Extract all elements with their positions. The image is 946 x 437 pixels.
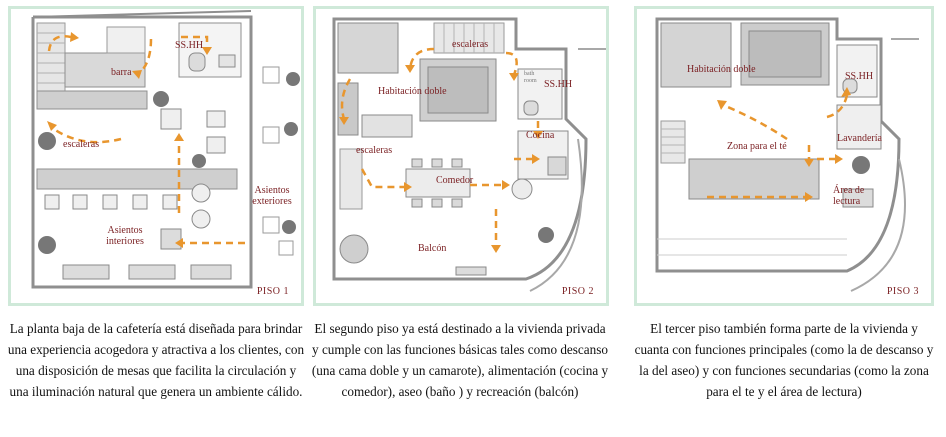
caption-piso-3: El tercer piso también forma parte de la vivienda y cuanta con funciones principales (como la de descanso y la del aseo) y con funciones secundarias (como la zona para el te y el área de lectura) <box>634 321 934 399</box>
floor-number: PISO 1 <box>256 286 289 297</box>
floor-plan-panel-3 <box>634 6 934 306</box>
floor-plan-panel-2 <box>313 6 609 306</box>
barra-label: barra <box>111 67 132 78</box>
escaleras-label: escaleras <box>63 139 100 150</box>
area-lectura-label: Área de lectura <box>833 185 865 207</box>
floor-plan-2-drawing <box>316 9 606 303</box>
bath-room-label: bath room <box>524 71 537 84</box>
habitacion-label: Habitación doble <box>378 86 447 97</box>
sshh-label: SS.HH <box>544 79 573 90</box>
asientos-exteriores-label: Asientos exteriores <box>252 185 292 207</box>
habitacion-label: Habitación doble <box>687 64 756 75</box>
floor-number: PISO 2 <box>561 286 594 297</box>
sshh-label: SS.HH <box>175 40 204 51</box>
balcon-label: Balcón <box>418 243 447 254</box>
floor-plan-3-drawing <box>637 9 931 303</box>
floor-number: PISO 3 <box>886 286 919 297</box>
asientos-interiores-label: Asientos interiores <box>106 225 144 247</box>
escaleras-left-label: escaleras <box>356 145 393 156</box>
caption-piso-1: La planta baja de la cafetería está diseñada para brindar una experiencia acogedora y atractiva a los clientes, con una disposición de mesas que facilita la circulación y una iluminación natural que genera un ambiente cálido. <box>7 321 305 399</box>
caption-piso-2: El segundo piso ya está destinado a la vivienda privada y cumple con las funciones básicas tales como descanso (una cama doble y un camarote), alimentación (cocina y comedor), aseo (baño ) y recreación (balcón) <box>311 321 609 399</box>
lavanderia-label: Lavandería <box>837 133 882 144</box>
floor-plan-1-drawing <box>11 9 301 303</box>
comedor-label: Comedor <box>436 175 474 186</box>
cocina-label: Cocina <box>526 130 555 141</box>
sshh-label: SS.HH <box>845 71 874 82</box>
zona-te-label: Zona para el té <box>727 141 787 152</box>
floor-plan-panel-1 <box>8 6 304 306</box>
escaleras-top-label: escaleras <box>452 39 489 50</box>
